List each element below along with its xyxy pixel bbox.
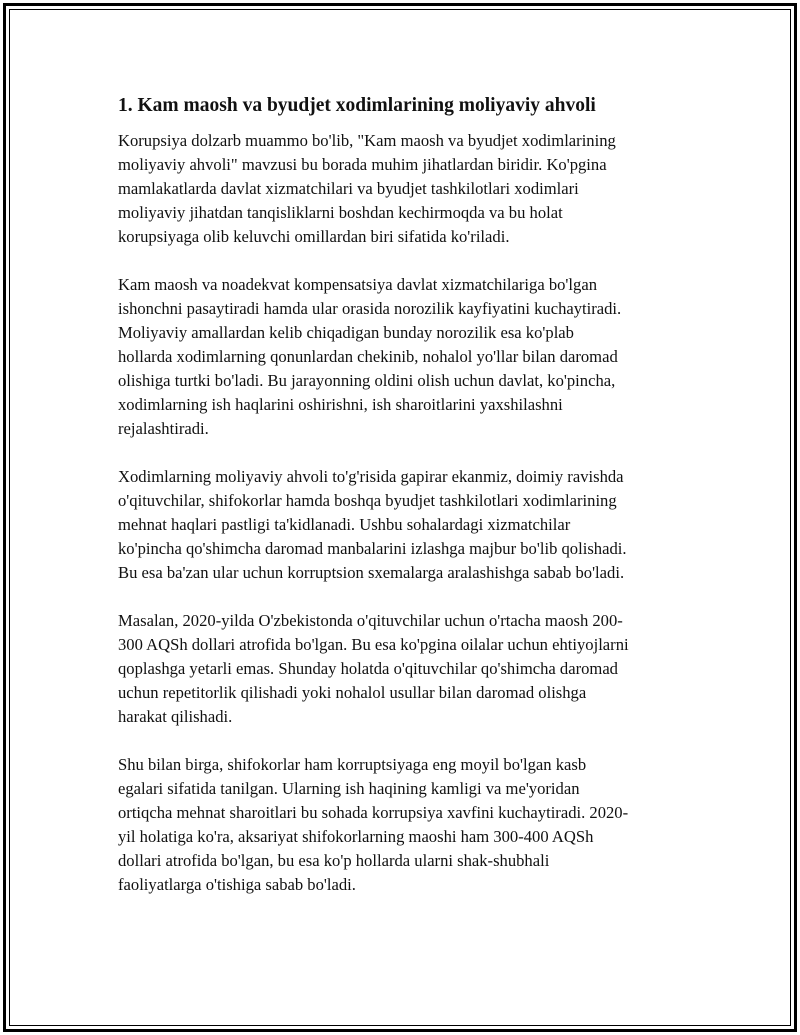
text-line: egalari sifatida tanilgan. Ularning ish haqining kamligi va me'yoridan bbox=[118, 779, 580, 798]
paragraph-1 bbox=[118, 129, 693, 249]
text-line: ko'pincha qo'shimcha daromad manbalarini izlashga majbur bo'lib qolishadi. bbox=[118, 539, 627, 558]
text-line: o'qituvchilar, shifokorlar hamda boshqa byudjet tashkilotlari xodimlarining bbox=[118, 491, 617, 510]
text-line: harakat qilishadi. bbox=[118, 707, 233, 726]
section-heading: 1. Kam maosh va byudjet xodimlarining moliyaviy ahvoli bbox=[118, 95, 596, 116]
text-line: moliyaviy jihatdan tanqisliklarni boshdan kechirmoqda va bu holat bbox=[118, 203, 563, 222]
text-line: moliyaviy ahvoli" mavzusi bu borada muhim jihatlardan biridir. Ko'pgina bbox=[118, 155, 607, 174]
text-line: rejalashtiradi. bbox=[118, 419, 209, 438]
text-line: Xodimlarning moliyaviy ahvoli to'g'risida gapirar ekanmiz, doimiy ravishda bbox=[118, 467, 624, 486]
text-line: Moliyaviy amallardan kelib chiqadigan bunday norozilik esa ko'plab bbox=[118, 323, 574, 342]
text-line: qoplashga yetarli emas. Shunday holatda o'qituvchilar qo'shimcha daromad bbox=[118, 659, 618, 678]
text-line: hollarda xodimlarning qonunlardan chekinib, nohalol yo'llar bilan daromad bbox=[118, 347, 618, 366]
text-line: Bu esa ba'zan ular uchun korruptsion sxemalarga aralashishga sabab bo'ladi. bbox=[118, 563, 625, 582]
text-line: 300 AQSh dollari atrofida bo'lgan. Bu esa ko'pgina oilalar uchun ehtiyojlarni bbox=[118, 635, 629, 654]
text-line: uchun repetitorlik qilishadi yoki nohalol usullar bilan daromad olishga bbox=[118, 683, 587, 702]
text-line: xodimlarning ish haqlarini oshirishni, ish sharoitlarini yaxshilashni bbox=[118, 395, 563, 414]
text-line: faoliyatlarga o'tishiga sabab bo'ladi. bbox=[118, 875, 356, 894]
paragraph-2 bbox=[118, 273, 693, 441]
text-line: Shu bilan birga, shifokorlar ham korruptsiyaga eng moyil bo'lgan kasb bbox=[118, 755, 587, 774]
text-line: yil holatiga ko'ra, aksariyat shifokorlarning maoshi ham 300-400 AQSh bbox=[118, 827, 594, 846]
text-line: Korupsiya dolzarb muammo bo'lib, "Kam maosh va byudjet xodimlarining bbox=[118, 131, 616, 150]
paragraph-4 bbox=[118, 609, 693, 729]
document-body bbox=[118, 93, 693, 921]
text-line: olishiga turtki bo'ladi. Bu jarayonning oldini olish uchun davlat, ko'pincha, bbox=[118, 371, 616, 390]
text-line: Masalan, 2020-yilda O'zbekistonda o'qituvchilar uchun o'rtacha maosh 200- bbox=[118, 611, 623, 630]
text-line: mamlakatlarda davlat xizmatchilari va byudjet tashkilotlari xodimlari bbox=[118, 179, 579, 198]
paragraph-5 bbox=[118, 753, 693, 897]
text-line: mehnat haqlari pastligi ta'kidlanadi. Ushbu sohalardagi xizmatchilar bbox=[118, 515, 571, 534]
text-line: ortiqcha mehnat sharoitlari bu sohada korrupsiya xavfini kuchaytiradi. 2020- bbox=[118, 803, 629, 822]
text-line: ishonchni pasaytiradi hamda ular orasida norozilik kayfiyatini kuchaytiradi. bbox=[118, 299, 622, 318]
text-line: korupsiyaga olib keluvchi omillardan biri sifatida ko'riladi. bbox=[118, 227, 510, 246]
text-line: Kam maosh va noadekvat kompensatsiya davlat xizmatchilariga bo'lgan bbox=[118, 275, 597, 294]
text-line: dollari atrofida bo'lgan, bu esa ko'p hollarda ularni shak-shubhali bbox=[118, 851, 550, 870]
paragraph-3 bbox=[118, 465, 693, 585]
